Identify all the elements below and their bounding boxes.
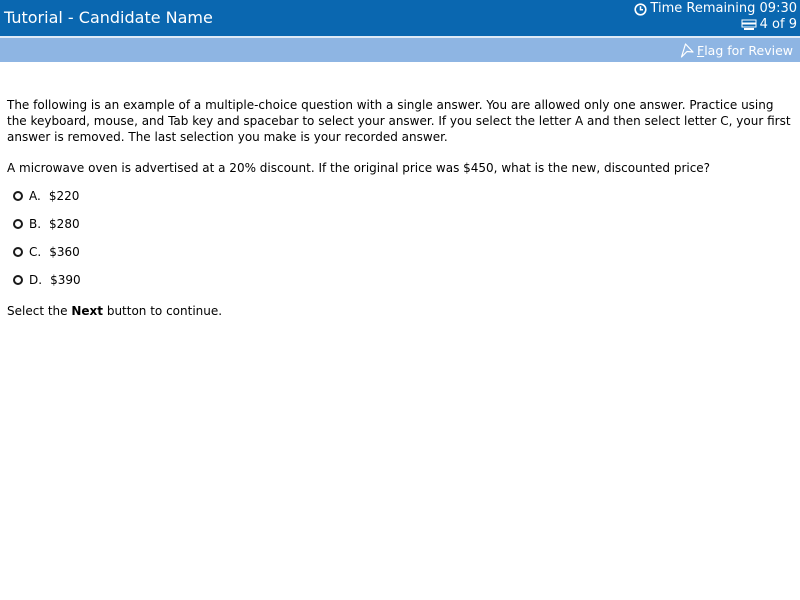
flag-label: Flag for Review: [696, 42, 793, 58]
option-letter: C.: [29, 245, 42, 259]
toolbar: [0, 36, 800, 62]
page-title: Tutorial - Candidate Name: [4, 8, 213, 27]
time-remaining: [634, 1, 797, 17]
option-a[interactable]: [7, 188, 793, 204]
radio-button[interactable]: [13, 275, 23, 285]
title-bar: [0, 0, 800, 36]
option-letter: B.: [29, 217, 42, 231]
option-d[interactable]: [7, 272, 793, 288]
radio-button[interactable]: [13, 191, 23, 201]
next-keyword: Next: [71, 304, 104, 318]
option-text: $360: [49, 245, 80, 259]
instruction-text: Select the Next button to continue.: [7, 304, 223, 318]
question-intro: The following is an example of a multiple-choice question with a single answer. You are allowed only one answer. Practice using the keyboard, mouse, and Tab key and spacebar to select your answer. If you select the letter A and then select letter C, your first answer is removed. The last selection you make is your recorded answer.: [7, 98, 791, 144]
option-text: $390: [50, 273, 81, 287]
question-stem: A microwave oven is advertised at a 20% discount. If the original price was $450, what is the new, discounted price?: [7, 161, 711, 175]
option-letter: D.: [29, 273, 43, 287]
option-text: $220: [48, 189, 80, 203]
option-letter: A.: [29, 189, 41, 203]
flag-for-review-button[interactable]: [680, 41, 793, 59]
option-text: $280: [49, 217, 80, 231]
question-progress: [741, 17, 797, 33]
option-c[interactable]: [7, 244, 793, 260]
radio-button[interactable]: [13, 219, 23, 229]
progress-text: 4 of 9: [759, 17, 797, 32]
timer-text: Time Remaining 09:30: [650, 1, 797, 16]
clock-icon: [634, 3, 647, 16]
flag-icon: [680, 43, 694, 58]
option-b[interactable]: [7, 216, 793, 232]
question-list-icon: [741, 19, 757, 31]
radio-button[interactable]: [13, 247, 23, 257]
question-content: [7, 97, 793, 319]
